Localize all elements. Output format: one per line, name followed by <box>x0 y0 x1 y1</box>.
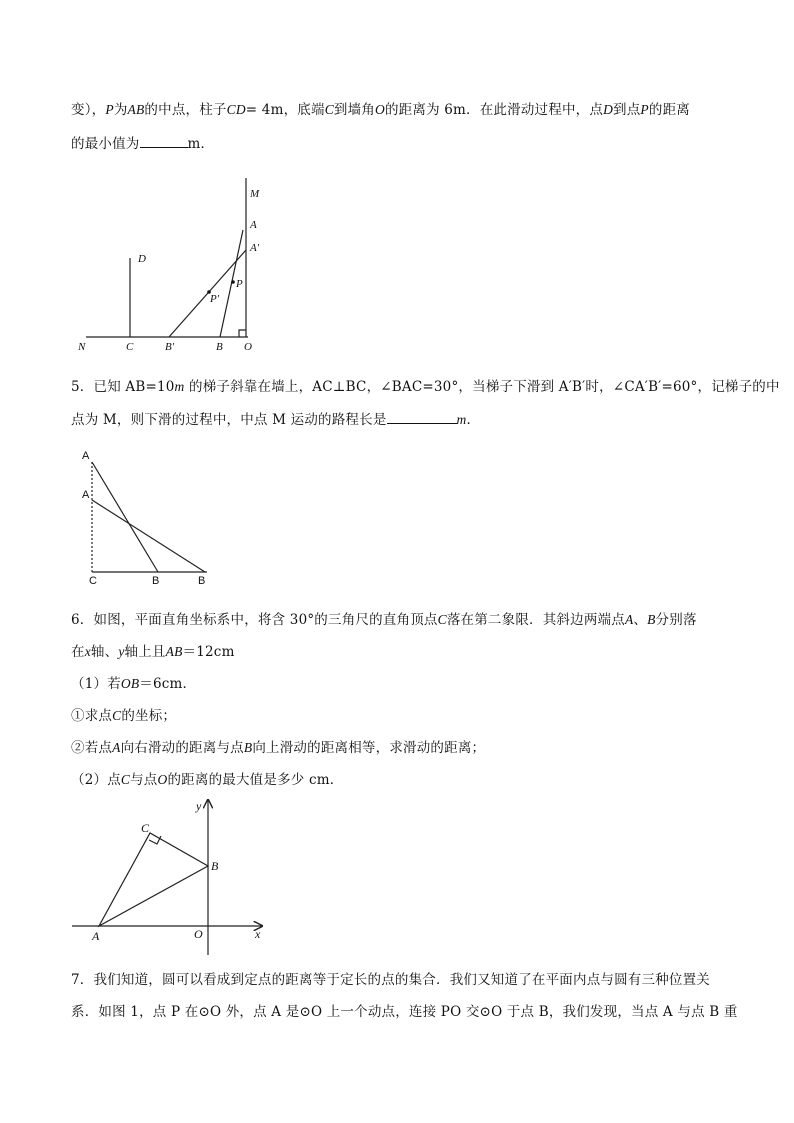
label-c: C <box>141 821 150 835</box>
label-c: C <box>126 341 134 353</box>
label-a: A <box>92 929 100 943</box>
label-b-prime: B <box>198 575 206 587</box>
q6-text-line-5: ②若点A向右滑动的距离与点B向上滑动的距离相等，求滑动的距离； <box>71 740 486 756</box>
label-b: B <box>211 859 219 873</box>
q6-text-line-3: （1）若OB＝6cm． <box>71 676 197 692</box>
label-n: N <box>78 341 86 353</box>
q6-text-line-4: ①求点C的坐标； <box>71 708 177 724</box>
q6-text-line-2: 在x轴、y轴上且AB＝12cm <box>71 644 235 660</box>
label-o: O <box>244 341 252 353</box>
q5-text-line-2: 点为 M，则下滑的过程中，中点 M 运动的路程长是 m． <box>71 409 480 430</box>
label-a-prime: A <box>82 489 90 501</box>
label-b-prime: B' <box>165 341 175 353</box>
label-x: x <box>255 927 261 941</box>
label-p: P <box>236 278 243 290</box>
label-a: A <box>250 219 257 231</box>
q6-text-line-1: 6．如图，平面直角坐标系中，将含 30°的三角尺的直角顶点C落在第二象限．其斜边两端点A、B分别落 <box>71 612 697 628</box>
label-y: y <box>196 799 202 813</box>
label-a-prime: A' <box>250 242 260 254</box>
q4-text-line-2: 的最小值为 m． <box>71 133 214 154</box>
q5-text-line-1: 5．已知 AB=10m 的梯子斜靠在墙上，AC⊥BC，∠BAC=30°，当梯子下滑到 A′B′时，∠CA′B′=60°，记梯子的中 <box>71 379 780 395</box>
q7-text-line-2: 系．如图 1，点 P 在⊙O 外，点 A 是⊙O 上一个动点，连接 PO 交⊙O 于点 B，我们发现，当点 A 与点 B 重 <box>71 1004 738 1020</box>
label-a: A <box>82 450 90 462</box>
right-angle-mark <box>149 836 161 844</box>
q7-text-line-1: 7．我们知道，圆可以看成到定点的距离等于定长的点的集合．我们又知道了在平面内点与圆有三种位置关 <box>71 972 710 988</box>
label-b: B <box>152 575 160 587</box>
label-o: O <box>194 927 203 941</box>
q6-text-line-6: （2）点C与点O的距离的最大值是多少 cm． <box>71 772 344 788</box>
label-d: D <box>138 253 146 265</box>
label-c: C <box>89 575 97 587</box>
triangle-abc <box>99 833 208 926</box>
label-m: M <box>250 188 260 200</box>
q4-text-line-1: 变），P为AB的中点，柱子CD= 4m，底端C到墙角O的距离为 6m．在此滑动过程中，点D到点P的距离 <box>71 102 690 118</box>
label-p-prime: P' <box>210 293 220 305</box>
label-b: B <box>216 341 223 353</box>
